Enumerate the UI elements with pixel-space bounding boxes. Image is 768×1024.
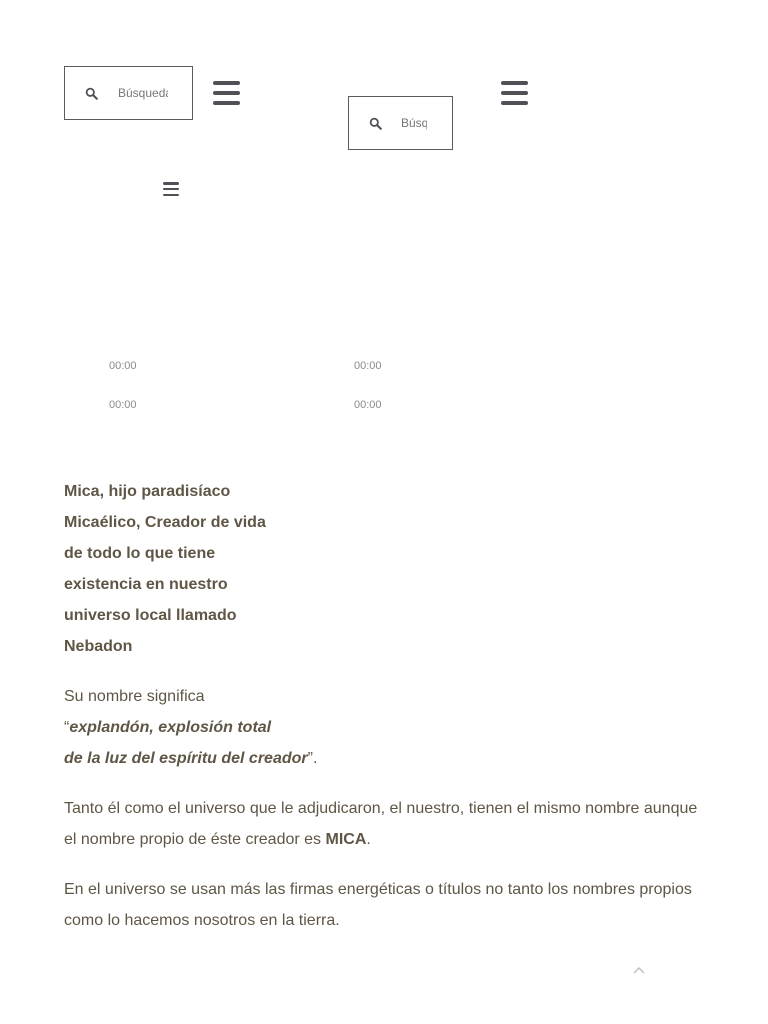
menu-bar — [213, 81, 240, 85]
paragraph-energy-signatures: En el universo se usan más las firmas energéticas o títulos no tanto los nombres propios como lo hacemos nosotros en la tierra. — [64, 881, 692, 929]
close-quote: ”. — [307, 750, 318, 767]
heading-line: Nebadon — [64, 638, 133, 655]
meaning-emphasis-2: de la luz del espíritu del creador — [64, 750, 308, 767]
open-quote: “ — [64, 719, 70, 736]
search-box-primary[interactable] — [64, 66, 193, 120]
menu-bar — [163, 194, 179, 197]
mobile-menu-icon[interactable] — [163, 182, 179, 196]
menu-bar — [501, 101, 528, 105]
menu-bar — [501, 91, 528, 95]
player1-duration: 00:00 — [109, 399, 137, 411]
search-input-primary[interactable] — [118, 86, 168, 100]
creator-name: MICA — [325, 831, 367, 848]
menu-bar — [501, 81, 528, 85]
player2-current-time: 00:00 — [354, 360, 382, 372]
menu-bar — [213, 101, 240, 105]
heading-line: de todo lo que tiene — [64, 545, 216, 562]
search-icon[interactable] — [369, 117, 382, 130]
paragraph-name — [64, 793, 714, 855]
name-meaning — [64, 681, 714, 774]
article-content — [64, 476, 714, 955]
article-heading — [64, 476, 714, 662]
hamburger-menu-icon[interactable] — [501, 81, 528, 105]
search-box-secondary[interactable] — [348, 96, 453, 150]
paragraph-name-end: . — [366, 831, 371, 848]
meaning-emphasis-1: explandón, explosión total — [69, 719, 272, 736]
search-input-secondary[interactable] — [401, 116, 427, 130]
heading-line: Micaélico, Creador de vida — [64, 514, 266, 531]
heading-line: universo local llamado — [64, 607, 237, 624]
search-icon[interactable] — [85, 87, 98, 100]
chevron-up-icon[interactable] — [631, 964, 647, 976]
heading-line: existencia en nuestro — [64, 576, 228, 593]
player1-current-time: 00:00 — [109, 360, 137, 372]
meaning-intro: Su nombre significa — [64, 688, 205, 705]
heading-line: Mica, hijo paradisíaco — [64, 483, 231, 500]
player2-duration: 00:00 — [354, 399, 382, 411]
meaning-line — [64, 743, 714, 774]
menu-bar — [163, 182, 179, 185]
meaning-line — [64, 712, 714, 743]
paragraph-name-text: Tanto él como el universo que le adjudicaron, el nuestro, tienen el mismo nombre aunque el nombre propio de éste creador es — [64, 800, 698, 848]
hamburger-menu-icon[interactable] — [213, 81, 240, 105]
menu-bar — [213, 91, 240, 95]
menu-bar — [163, 188, 179, 191]
